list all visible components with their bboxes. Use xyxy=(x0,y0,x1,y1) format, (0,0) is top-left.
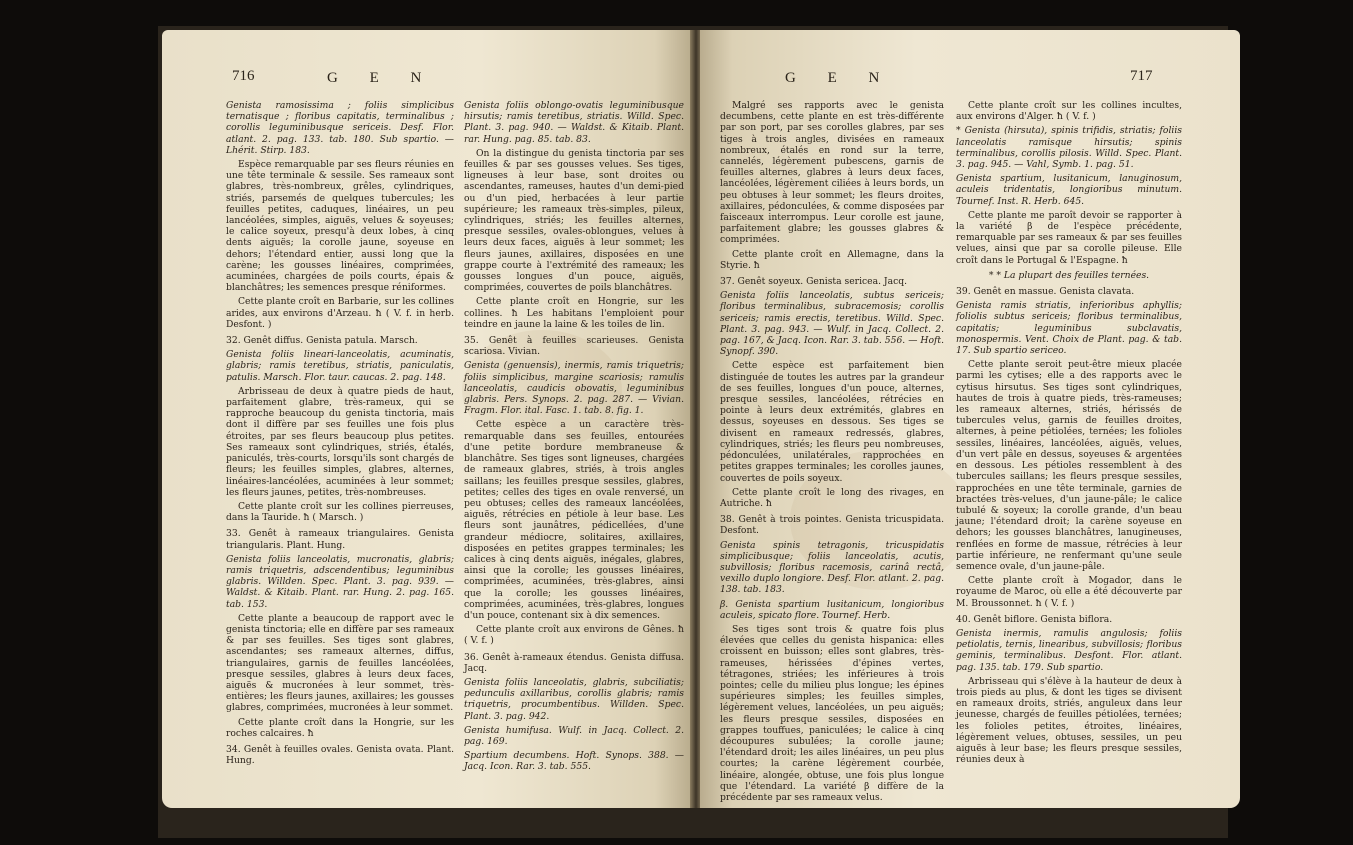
right-column-2 xyxy=(956,100,1182,800)
paragraph: Malgré ses rapports avec le genista decumbens, cette plante en est très-différente par son port, par ses corolles glabres, par ses tiges à trois angles, divisées en rameaux nombreux, étalés en rond sur la terre, cannelés, légèrement pubescens, garnis de feuilles alternes, glabres à leurs deux faces, lancéolées, légèrement ciliées à leurs bords, un peu obtuses à leur sommet; les fleurs droites, axillaires, pédonculées, & comme disposées par faisceaux interrompus. Leur corolle est jaune, parfaitement glabre; les gousses glabres & comprimées. xyxy=(720,100,944,246)
paragraph: Cette plante croît en Hongrie, sur les collines. ħ Les habitans l'emploient pour teindre en jaune la laine & les toiles de lin. xyxy=(464,296,684,330)
latin-synonym: Genista foliis lanceolatis, glabris, subciliatis; pedunculis axillaribus, corollis glabris; ramis triquetris, procumbentibus. Willden. Spec. Plant. 3. pag. 942. xyxy=(464,676,684,722)
left-running-head: G E N xyxy=(327,70,436,86)
paragraph: Cette plante croît le long des rivages, en Autriche. ħ xyxy=(720,486,944,509)
paragraph: Arbrisseau qui s'élève à la hauteur de deux à trois pieds au plus, & dont les tiges se divisent en rameaux droits, striés, anguleux dans leur jeunesse, chargés de feuilles pétiolées, ternées; les folioles petites, étroites, linéaires, légèrement velues, obtuses, sessiles, un peu aiguës à leur base; les fleurs presque sessiles, réunies deux à xyxy=(956,675,1182,766)
right-running-head: G E N xyxy=(785,70,894,86)
species-heading: 37. Genêt soyeux. Genista sericea. Jacq. xyxy=(720,276,908,288)
paragraph: Cette plante croît en Barbarie, sur les collines arides, aux environs d'Arzeau. ħ ( V. f. in herb. Desfont. ) xyxy=(226,296,454,330)
paragraph: Cette plante croît sur les collines pierreuses, dans la Tauride. ħ ( Marsch. ) xyxy=(226,500,454,524)
paragraph: Cette plante croît à Mogador, dans le royaume de Maroc, où elle a été découverte par M. Broussonnet. ħ ( V. f. ) xyxy=(956,575,1182,609)
paragraph: Cette plante croît sur les collines incultes, aux environs d'Alger. ħ ( V. f. ) xyxy=(956,100,1182,123)
latin-synonym: Genista (genuensis), inermis, ramis triquetris; foliis simplicibus, margine scariosis; ramulis lanceolatis, caudicis obovatis, leguminibus glabris. Pers. Synops. 2. pag. 287. — Vivian. Fragm. Flor. ital. Fasc. 1. tab. 8. fig. 1. xyxy=(464,360,684,417)
latin-synonym: Genista foliis oblongo-ovatis leguminibusque hirsutis; ramis teretibus, striatis. Willd. Spec. Plant. 3. pag. 940. — Waldst. & Kitaib. Plant. rar. Hung. pag. 85. tab. 83. xyxy=(464,100,684,145)
latin-synonym: Genista foliis lanceolatis, mucronatis, glabris; ramis triquetris, adscendentibus; leguminibus glabris. Willden. Spec. Plant. 3. pag. 939. — Waldst. & Kitaib. Plant. rar. Hung. 2. pag. 165. tab. 153. xyxy=(226,553,454,610)
latin-synonym: * Genista (hirsuta), spinis trifidis, striatis; foliis lanceolatis ramisque hirsutis; spinis terminalibus, corollis pilosis. Willd. Spec. Plant. 3. pag. 945. — Vahl, Symb. 1. pag. 51. xyxy=(956,125,1182,171)
left-column-2 xyxy=(464,100,684,773)
species-heading: 39. Genêt en massue. Genista clavata. xyxy=(956,286,1135,298)
species-heading: 32. Genêt diffus. Genista patula. Marsch. xyxy=(226,335,418,347)
left-page-number: 716 xyxy=(232,68,255,84)
species-heading: 35. Genêt à feuilles scarieuses. Genista scariosa. Vivian. xyxy=(464,335,684,358)
species-heading: 34. Genêt à feuilles ovales. Genista ovata. Plant. Hung. xyxy=(226,743,454,767)
species-heading: 38. Genêt à trois pointes. Genista tricuspidata. Desfont. xyxy=(720,514,944,537)
latin-synonym: Genista ramosissima ; foliis simplicibus ternatisque ; floribus capitatis, terminalibus ; corollis leguminibusque sericeis. Desf. Flor. atlant. 2. pag. 133. tab. 180. Sub spartio. — Lhérit. Stirp. 183. xyxy=(226,100,454,156)
paragraph: Espèce remarquable par ses fleurs réunies en une tête terminale & sessile. Ses rameaux sont glabres, très-nombreux, grêles, cylindriques, striés, parsemés de quelques tubercules; les feuilles petites, caduques, linéaires, un peu lancéolées, simples, aiguës, velues & soyeuses; le calice soyeux, presqu'à deux lobes, à cinq dents aiguës; la corolle jaune, soyeuse en dehors; l'étendard entier, aussi long que la carène; les gousses linéaires, comprimées, acuminées, chargées de poils courts, épais & blanchâtres; les semences presque réniformes. xyxy=(226,159,454,294)
paragraph: * * La plupart des feuilles ternées. xyxy=(988,269,1150,281)
right-page-number: 717 xyxy=(1130,68,1153,84)
latin-synonym: Genista spinis tetragonis, tricuspidatis simplicibusque; foliis lanceolatis, acutis, subvillosis; floribus racemosis, carinâ rectâ, vexillo duplo longiore. Desf. Flor. atlant. 2. pag. 138. tab. 183. xyxy=(720,539,944,596)
latin-synonym: Genista inermis, ramulis angulosis; foliis petiolatis, ternis, linearibus, subvillosis; floribus geminis, terminalibus. Desfont. Flor. atlant. pag. 135. tab. 179. Sub spartio. xyxy=(956,627,1182,673)
latin-synonym: Genista foliis lanceolatis, subtus sericeis; floribus terminalibus, subracemosis; corollis sericeis; ramis erectis, teretibus. Willd. Spec. Plant. 3. pag. 943. — Wulf. in Jacq. Collect. 2. pag. 167, & Jacq. Icon. Rar. 3. tab. 556. — Hoft. Synopf. 390. xyxy=(720,290,944,358)
left-page xyxy=(162,30,692,808)
right-column-1 xyxy=(720,100,944,803)
latin-synonym: Genista foliis lineari-lanceolatis, acuminatis, glabris; ramis teretibus, striatis, paniculatis, patulis. Marsch. Flor. taur. caucas. 2. pag. 148. xyxy=(226,349,454,383)
paragraph: Cette espèce est parfaitement bien distinguée de toutes les autres par la grandeur de ses feuilles, longues d'un pouce, alternes, presque sessiles, lancéolées, rétrécies en pointe à leurs deux extrémités, glabres en dessus, soyeuses en dessous. Ses tiges se divisent en rameaux redressés, glabres, cylindriques, striés; les fleurs peu nombreuses, pédonculées, unilatérales, rapprochées en petites grappes terminales; les corolles jaunes, couvertes de poils soyeux. xyxy=(720,360,944,484)
paragraph: Cette plante seroit peut-être mieux placée parmi les cytises; elle a des rapports avec le cytisus hirsutus. Ses tiges sont cylindriques, hautes de trois à quatre pieds, très-rameuses; les rameaux alternes, striés, hérissés de tubercules velus, garnis de feuilles droites, alternes, à peine pétiolées, ternées; les folioles sessiles, linéaires, lancéolées, aiguës, velues, d'un vert pâle en dessus, soyeuses & argentées en dessous. Les pétioles ressemblent à des tubercules saillans; les fleurs presque sessiles, rapprochées en une tête terminale, garnies de bractées très-velues, d'un jaune-pâle; le calice tubulé & soyeux; la corolle grande, d'un beau jaune; l'étendard droit; la carène soyeuse en dehors; les gousses blanchâtres, lanugineuses, renflées en forme de massue, rétrécies à leur partie inférieure, ne renfermant qu'une seule semence ovale, d'un jaune-pâle. xyxy=(956,359,1182,572)
latin-synonym: Spartium decumbens. Hoft. Synops. 388. — Jacq. Icon. Rar. 3. tab. 555. xyxy=(464,750,684,773)
latin-synonym: Genista ramis striatis, inferioribus aphyllis; foliolis subtus sericeis; floribus terminalibus, capitatis; leguminibus subclavatis, monospermis. Vent. Choix de Plant. pag. & tab. 17. Sub spartio sericeo. xyxy=(956,300,1182,357)
paragraph: Cette plante croît aux environs de Gênes. ħ ( V. f. ) xyxy=(464,624,684,647)
species-heading: 40. Genêt biflore. Genista biflora. xyxy=(956,613,1113,625)
latin-synonym: β. Genista spartium lusitanicum, longioribus aculeis, spicato flore. Tournef. Herb. xyxy=(720,598,944,621)
left-column-1 xyxy=(226,100,454,800)
paragraph: Cette plante a beaucoup de rapport avec le genista tinctoria; elle en diffère par ses rameaux & par ses feuilles. Ses tiges sont glabres, ascendantes; ses rameaux alternes, diffus, triangulaires, garnis de feuilles lancéolées, presque sessiles, glabres à leurs deux faces, aiguës & mucronées à leur sommet, très-entières; les fleurs jaunes, axillaires; les gousses glabres, comprimées, mucronées à leur sommet. xyxy=(226,612,454,714)
paragraph: Cette espèce a un caractère très-remarquable dans ses feuilles, entourées d'une petite bordure membraneuse & blanchâtre. Ses tiges sont ligneuses, chargées de rameaux glabres, striés, à trois angles saillans; les feuilles presque sessiles, glabres, petites; celles des tiges en ovale renversé, un peu obtuses; celles des rameaux lancéolées, aiguës, rétrécies en pétiole à leur base. Les fleurs sont jaunâtres, pédicellées, d'une grandeur médiocre, solitaires, axillaires, disposées en petites grappes terminales; les calices à cinq dents aiguës, inégales, glabres, ainsi que la corolle; les gousses linéaires, comprimées, acuminées, très-glabres, ainsi que la corolle; les gousses linéaires, comprimées, acuminées, très-glabres, longues d'un pouce, contenant six à dix semences. xyxy=(464,419,684,621)
paragraph: Cette plante croît dans la Hongrie, sur les roches calcaires. ħ xyxy=(226,716,454,739)
species-heading: 36. Genêt à-rameaux étendus. Genista diffusa. Jacq. xyxy=(464,651,684,674)
paragraph: Cette plante croît en Allemagne, dans la Styrie. ħ xyxy=(720,248,944,271)
paragraph: Arbrisseau de deux à quatre pieds de haut, parfaitement glabre, très-rameux, qui se rapproche beaucoup du genista tinctoria, mais dont il diffère par ses feuilles une fois plus étroites, par ses fleurs beaucoup plus petites. Ses rameaux sont cylindriques, striés, étalés, paniculés, très-courts, lorsqu'ils sont chargés de fleurs; les feuilles simples, glabres, alternes, linéaires-lancéolées, acuminées à leur sommet; les fleurs jaunes, petites, très-nombreuses. xyxy=(226,385,454,498)
paragraph: Ses tiges sont trois & quatre fois plus élevées que celles du genista hispanica: elles croissent en buisson; elles sont glabres, très-rameuses, hérissées d'épines vertes, tétragones, striées; les inférieures à trois pointes; celle du milieu plus longue; les épines supérieures simples; les feuilles simples, légèrement velues, lancéolées, un peu aiguës; les fleurs presque sessiles, disposées en grappes touffues, paniculées; le calice à cinq découpures subulées; la corolle jaune; l'étendard droit; les ailes linéaires, un peu plus courtes; la carène légèrement courbée, linéaire, alongée, obtuse, une fois plus longue que l'étendard. La variété β diffère de la précédente par ses rameaux velus. xyxy=(720,623,944,803)
paragraph: On la distingue du genista tinctoria par ses feuilles & par ses gousses velues. Ses tiges, ligneuses à leur base, sont droites ou ascendantes, rameuses, hautes d'un demi-pied ou d'un pied, herbacées à leur partie supérieure; les rameaux très-simples, pileux, cylindriques, striés; les feuilles alternes, presque sessiles, ovales-oblongues, velues à leurs deux faces, aiguës à leur sommet; les fleurs jaunes, axillaires, disposées en une grappe courte à l'extrémité des rameaux; les gousses longues d'un pouce, aiguës, comprimées, couvertes de poils blanchâtres. xyxy=(464,147,684,294)
right-page xyxy=(700,30,1240,808)
species-heading: 33. Genêt à rameaux triangulaires. Genista triangularis. Plant. Hung. xyxy=(226,528,454,551)
latin-synonym: Genista humifusa. Wulf. in Jacq. Collect. 2. pag. 169. xyxy=(464,724,684,747)
paragraph: Cette plante me paroît devoir se rapporter à la variété β de l'espèce précédente, remarquable par ses rameaux & par ses feuilles velues, ainsi que par sa corolle pileuse. Elle croît dans le Portugal & l'Espagne. ħ xyxy=(956,209,1182,266)
latin-synonym: Genista spartium, lusitanicum, lanuginosum, aculeis tridentatis, longioribus minutum. Tournef. Inst. R. Herb. 645. xyxy=(956,173,1182,207)
